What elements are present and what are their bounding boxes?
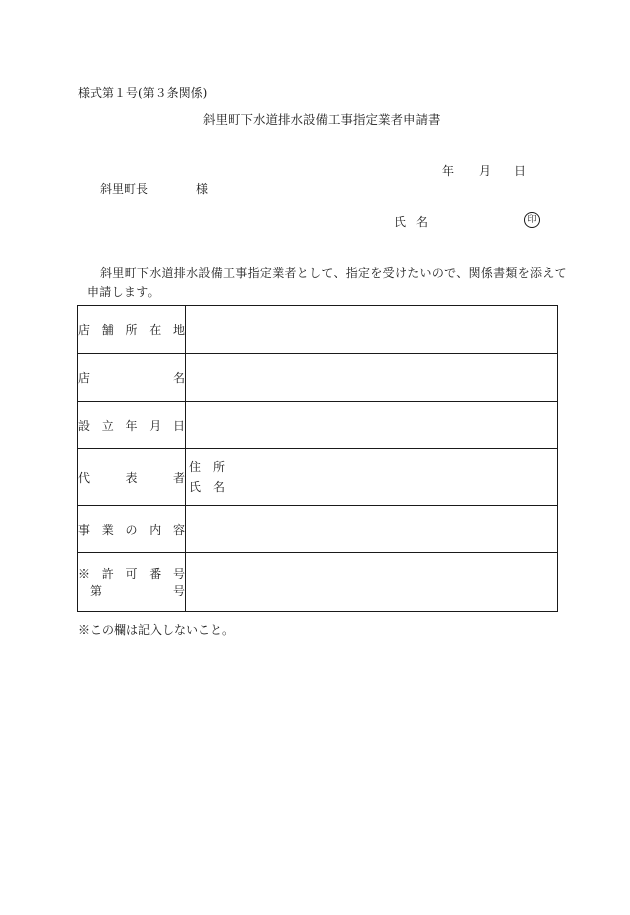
- row-representative: [78, 449, 558, 506]
- established-date-value[interactable]: [186, 402, 558, 449]
- label-cell: [78, 402, 186, 449]
- form-number: 様式第１号(第３条関係): [78, 86, 208, 100]
- permit-number-value[interactable]: [186, 553, 558, 612]
- rep-address-label: 住所: [189, 460, 225, 474]
- business-content-label: 事業の内容: [78, 522, 185, 537]
- date-day-label: 日: [514, 164, 527, 178]
- row-permit-number: [78, 553, 558, 612]
- store-location-value[interactable]: [186, 306, 558, 354]
- store-name-value[interactable]: [186, 354, 558, 402]
- business-content-value[interactable]: [186, 506, 558, 553]
- rep-name-label: 氏名: [189, 480, 225, 494]
- label-cell: [78, 306, 186, 354]
- label-cell: [78, 354, 186, 402]
- row-store-name: [78, 354, 558, 402]
- applicant-name-label: 氏名: [394, 215, 439, 229]
- label-cell: [78, 449, 186, 506]
- footnote: ※この欄は記入しないこと。: [78, 623, 235, 637]
- row-established-date: [78, 402, 558, 449]
- document-title: 斜里町下水道排水設備工事指定業者申請書: [203, 112, 441, 127]
- permit-number-line2: [90, 582, 185, 599]
- established-date-label: 設立年月日: [78, 418, 185, 433]
- body-text-line-2: 申請します。: [87, 285, 160, 299]
- application-table: [77, 305, 558, 612]
- permit-dai-label: 第: [90, 584, 136, 598]
- label-cell: [78, 506, 186, 553]
- date-month-label: 月: [479, 164, 492, 178]
- permit-number-label: ※許可番号: [78, 567, 185, 581]
- addressee-honorific: 様: [196, 182, 209, 196]
- representative-label: 代表者: [78, 470, 185, 485]
- representative-value[interactable]: [186, 449, 558, 506]
- store-location-label: 店舗所在地: [78, 323, 185, 337]
- addressee-name: 斜里町長: [100, 182, 149, 196]
- permit-gou-label: 号: [172, 584, 185, 598]
- store-name-label: 店名: [78, 371, 185, 385]
- seal-mark: 印: [524, 212, 540, 228]
- date-year-label: 年: [442, 164, 455, 178]
- row-store-location: [78, 306, 558, 354]
- body-text-line-1: 斜里町下水道排水設備工事指定業者として、指定を受けたいので、関係書類を添えて: [100, 266, 567, 280]
- label-cell: [78, 553, 186, 612]
- row-business-content: [78, 506, 558, 553]
